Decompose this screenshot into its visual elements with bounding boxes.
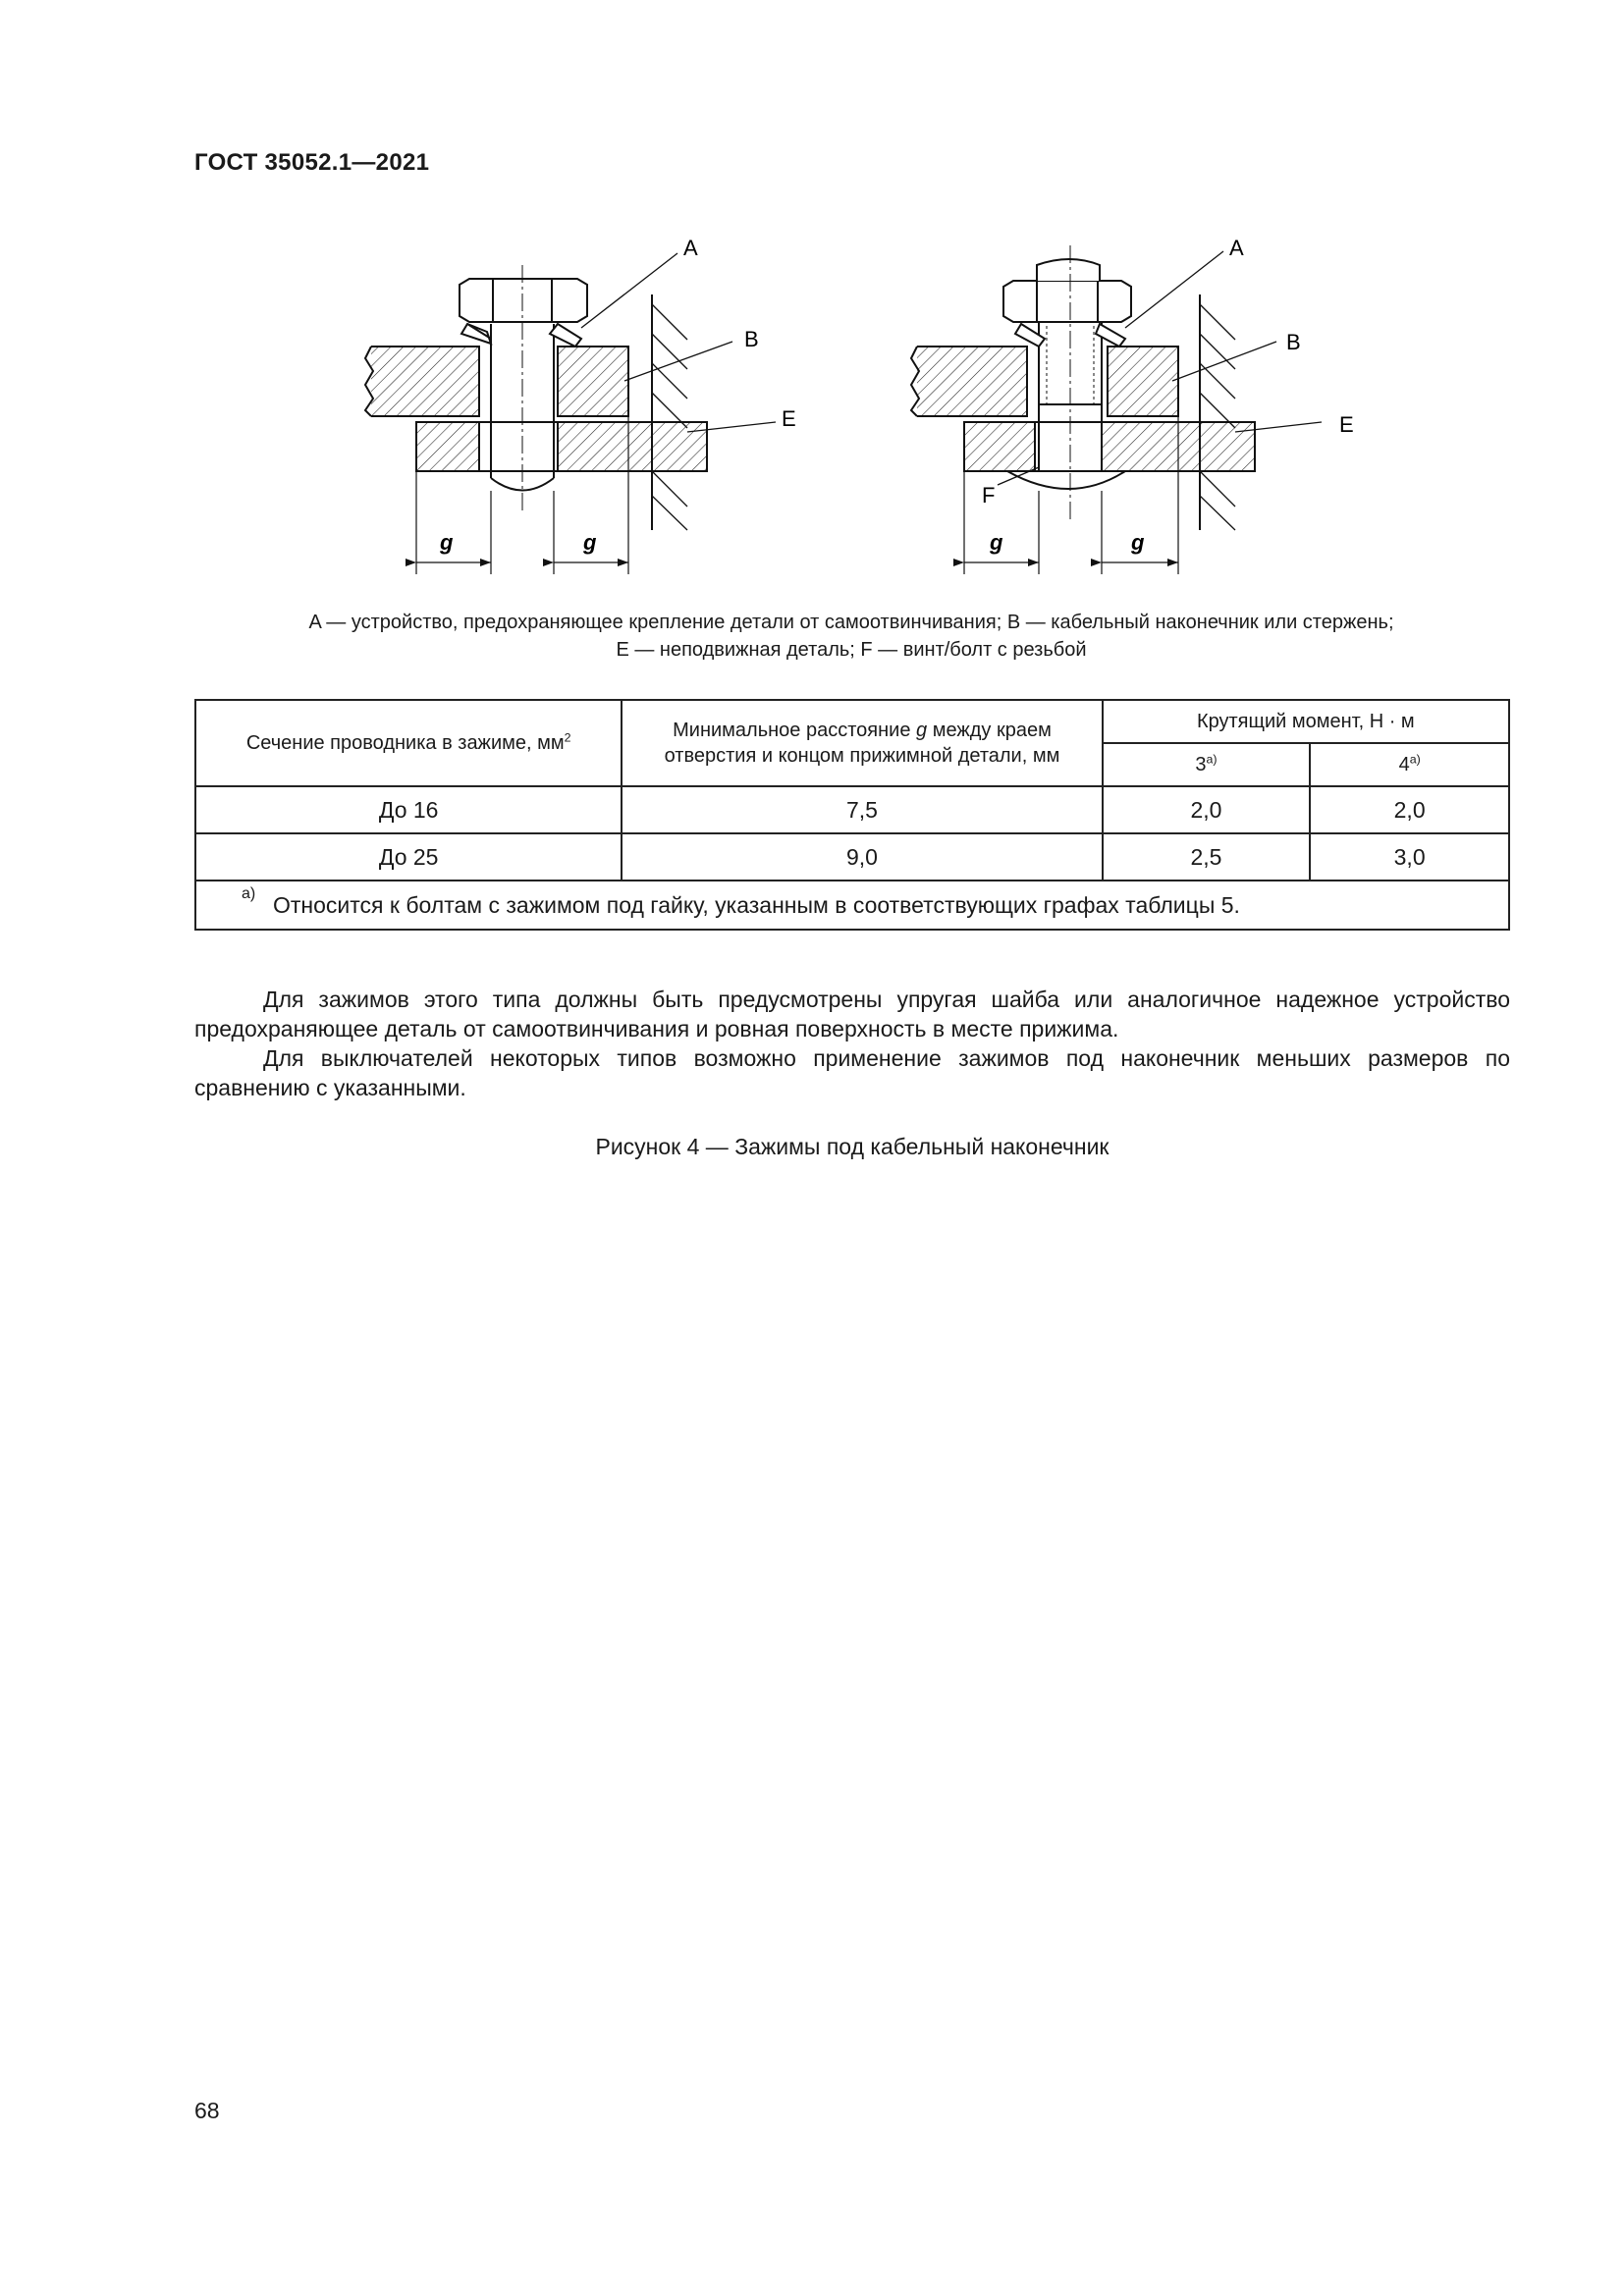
right-dim-g-2: g <box>1131 530 1145 555</box>
paragraph-1: Для зажимов этого типа должны быть предусмотрены упругая шайба или аналогичное надежное устройство предохраняющее деталь от самоотвинчивания и ровная поверхность в месте прижима. <box>194 987 1510 1041</box>
left-dim-g-1: g <box>440 530 454 555</box>
table-row <box>195 833 1509 881</box>
document-header: ГОСТ 35052.1—2021 <box>194 149 430 176</box>
cell-section: До 25 <box>195 833 622 881</box>
left-clamp-drawing <box>365 253 776 574</box>
right-label-a: A <box>1229 236 1244 260</box>
table-footnote <box>195 881 1509 930</box>
left-label-b: B <box>744 327 759 351</box>
table-row <box>195 786 1509 833</box>
torque-table <box>194 699 1510 931</box>
legend-line-1: A — устройство, предохраняющее крепление детали от самоотвинчивания; B — кабельный наконечник или стержень; <box>308 612 1394 633</box>
left-label-e: E <box>782 406 796 431</box>
figure-legend <box>194 609 1508 664</box>
header-distance: Минимальное расстояние g между краем отверстия и концом прижимной детали, мм <box>622 700 1102 786</box>
header-torque-3: $3^{а)}$ <box>1103 743 1311 786</box>
cell-distance: 9,0 <box>622 833 1102 881</box>
footnote-mark: а) <box>242 885 256 902</box>
right-label-b: B <box>1286 330 1301 354</box>
right-label-e: E <box>1339 412 1354 437</box>
right-clamp-drawing <box>911 245 1322 574</box>
page-number: 68 <box>194 2098 220 2123</box>
cell-distance: 7,5 <box>622 786 1102 833</box>
header-torque-4: $4^{а)}$ <box>1310 743 1509 786</box>
cell-torque-4: 3,0 <box>1310 833 1509 881</box>
cell-section: До 16 <box>195 786 622 833</box>
cell-torque-3: 2,5 <box>1103 833 1311 881</box>
left-label-a: A <box>683 236 698 260</box>
table-footnote-row <box>195 881 1509 930</box>
footnote-text: Относится к болтам с зажимом под гайку, указанным в соответствующих графах таблицы 5. <box>273 892 1240 918</box>
figure-caption: Рисунок 4 — Зажимы под кабельный наконечник <box>595 1134 1110 1159</box>
header-torque: Крутящий момент, Н · м <box>1103 700 1509 743</box>
cell-torque-4: 2,0 <box>1310 786 1509 833</box>
body-text <box>194 985 1510 1102</box>
header-section: Сечение проводника в зажиме, $мм^2$ <box>195 700 622 786</box>
right-label-f: F <box>982 483 996 507</box>
legend-line-2: E — неподвижная деталь; F — винт/болт с резьбой <box>616 639 1087 661</box>
terminal-drawing <box>0 0 1624 628</box>
cell-torque-3: 2,0 <box>1103 786 1311 833</box>
paragraph-2: Для выключателей некоторых типов возможно применение зажимов под наконечник меньших размеров по сравнению с указанными. <box>194 1045 1510 1100</box>
right-dim-g-1: g <box>990 530 1003 555</box>
left-dim-g-2: g <box>583 530 597 555</box>
